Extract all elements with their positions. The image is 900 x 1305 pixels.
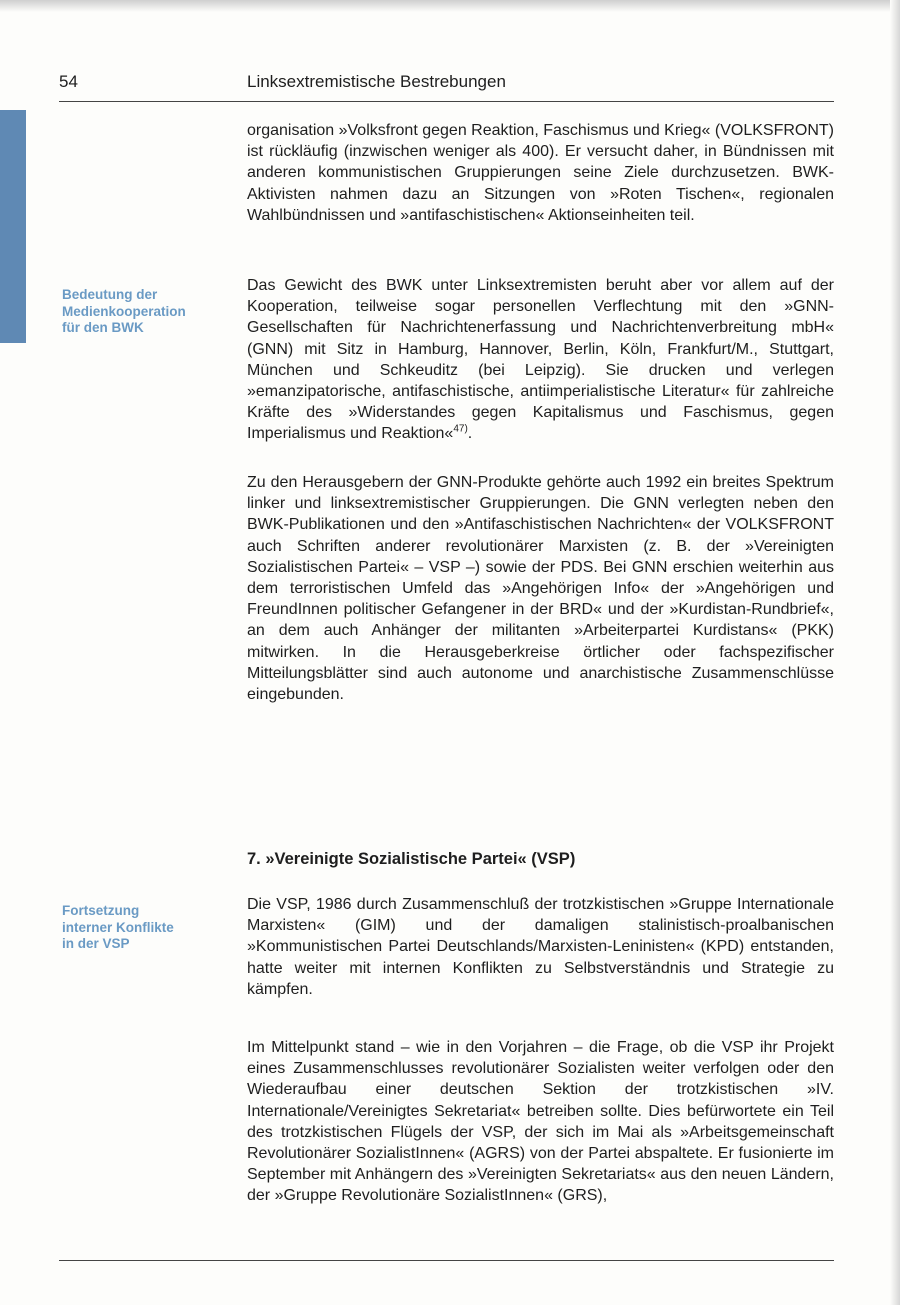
sidenote-line: Fortsetzung [62,903,140,918]
sidenote-vsp-konflikte [62,903,227,953]
sidenote-line: für den BWK [62,320,144,335]
chapter-edge-marker [0,110,26,343]
running-title: Linksextremistische Bestrebungen [247,72,506,91]
sidenote-line: interner Konflikte [62,919,174,935]
paragraph-end: . [467,425,473,443]
section-heading-vsp: 7. »Vereinigte Sozialistische Partei« (VSP) [247,850,576,868]
scan-top-shadow [0,0,900,12]
paragraph-vsp-konflikt: Im Mittelpunkt stand – wie in den Vorjahren – die Frage, ob die VSP ihr Projekt eines Zusammenschlusses revolutionärer Sozialisten weiter verfolgen oder den Wiederaufbau einer deutschen Sektion der trotzkistischen »IV. Internationale/Vereinigtes Sekretariat« betreiben sollte. Dies befürwortete ein Teil des trotzkistischen Flügels der VSP, der sich im Mai als »Arbeitsgemeinschaft Revolutionärer SozialistInnen« (AGRS) von der Partei abspaltete. Er fusionierte im September mit Anhängern des »Vereinigten Sekretariats« aus den neuen Ländern, der »Gruppe Revolutionäre SozialistInnen« (GRS), [247,1039,834,1205]
paragraph-gnn-herausgeber: Zu den Herausgebern der GNN-Produkte gehörte auch 1992 ein breites Spektrum linker und linksextremistischer Gruppierungen. Die GNN verlegten neben den BWK-Publikationen und den »Antifaschistischen Nachrichten« der VOLKSFRONT auch Schriften anderer revolutionärer Marxisten (z. B. der »Vereinigten Sozialistischen Partei« – VSP –) sowie der PDS. Bei GNN erschien weiterhin aus dem terroristischen Umfeld das »Angehörigen Info« der »Angehörigen und FreundInnen politischer Gefangener in der BRD« und der »Kurdistan-Rundbrief«, an dem auch Anhänger der militanten »Arbeiterpartei Kurdistans« (PKK) mitwirken. In die Herausgeberkreise örtlicher oder fachspezifischer Mitteilungsblätter sind auch autonome und anarchistische Zusammenschlüsse eingebunden. [247,474,834,704]
paragraph-gnn-kooperation [247,275,834,445]
sidenote-line: in der VSP [62,936,130,951]
footer-rule [59,1260,834,1261]
sidenote-line: Bedeutung der [62,287,158,302]
scan-right-shadow [890,0,900,1305]
page-number: 54 [59,72,78,91]
sidenote-medienkooperation [62,287,227,337]
paragraph-volksfront: organisation »Volksfront gegen Reaktion, Faschismus und Krieg« (VOLKSFRONT) ist rückläufig (inzwischen weniger als 400). Er versucht daher, in Bündnissen mit anderen kommunistischen Gruppierungen seine Ziele durchzusetzen. BWK-Aktivisten nahmen dazu an Sitzungen von »Roten Tischen«, regionalen Wahlbündnissen und »antifaschistischen« Aktionseinheiten teil. [247,122,834,224]
sidenote-line: Medienkooperation [62,303,186,319]
footnote-ref-47: 47) [453,424,468,436]
header-rule [59,101,834,102]
paragraph-text: Das Gewicht des BWK unter Linksextremisten beruht aber vor allem auf der Kooperation, teilweise sogar personellen Verflechtung mit den »GNN-Gesellschaften für Nachrichtenerfassung und Nachrichtenverbreitung mbH« (GNN) mit Sitz in Hamburg, Hannover, Berlin, Köln, Frankfurt/M., Stuttgart, München und Schkeuditz (bei Leipzig). Sie drucken und verlegen »emanzipatorische, antifaschistische, antiimperialistische Literatur« für zahlreiche Kräfte des »Widerstandes gegen Kapitalismus und Faschismus, gegen Imperialismus und Reaktion« [247,277,834,443]
paragraph-vsp-gruendung: Die VSP, 1986 durch Zusammenschluß der trotzkistischen »Gruppe Internationale Marxisten« (GIM) und der damaligen stalinistisch-proalbanischen »Kommunistischen Partei Deutschlands/Marxisten-Leninisten« (KPD) entstanden, hatte weiter mit internen Konflikten zu Selbstverständnis und Strategie zu kämpfen. [247,896,834,998]
